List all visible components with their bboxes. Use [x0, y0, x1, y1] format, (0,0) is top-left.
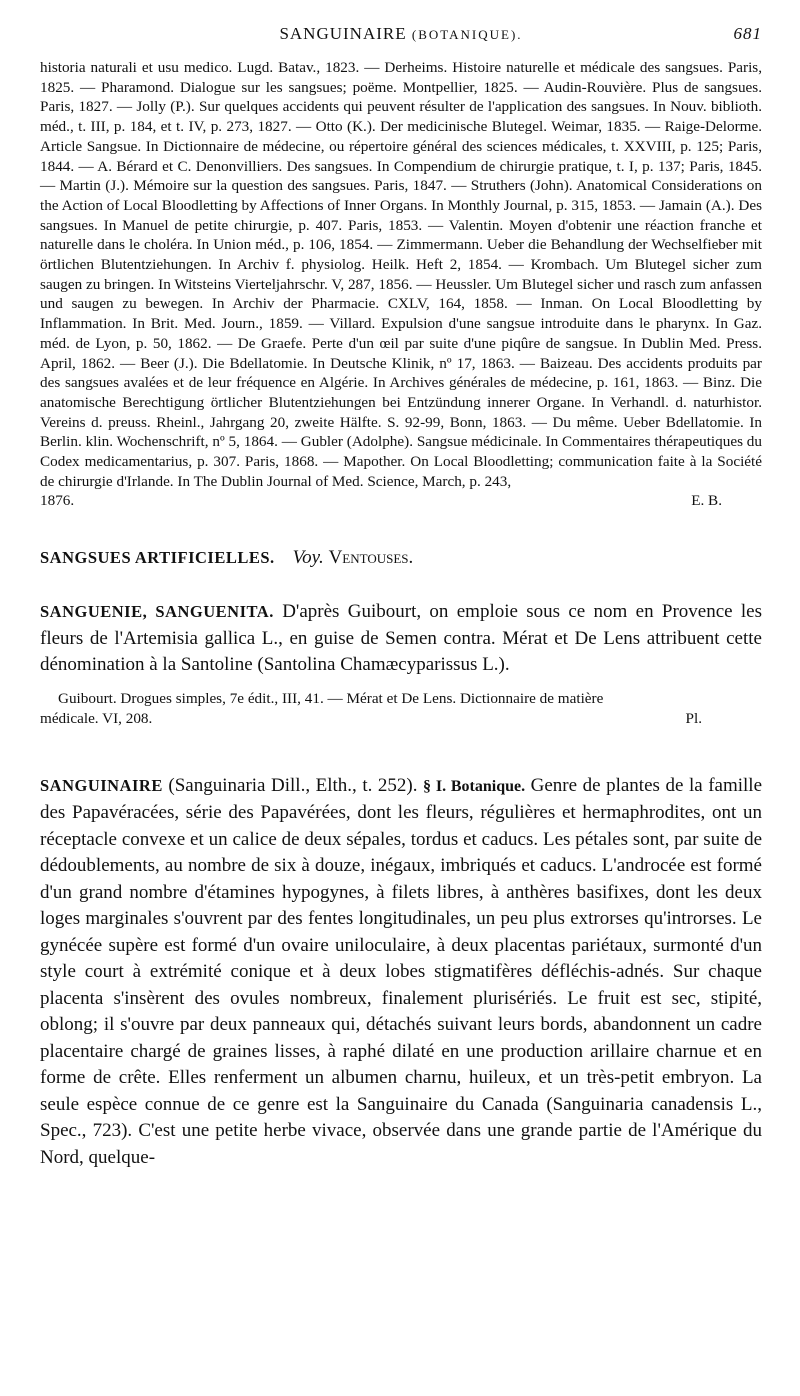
entry-text: D'après Guibourt, on emploie sous ce nom en Provence les fleurs de l'Artemisia gallica L., en guise de Semen contra. Mérat et De Lens attribuent cette dénomination à la Santoline (Santolina Chamæcyparissus L.).	[40, 601, 763, 676]
page-number: 681	[733, 24, 762, 43]
bibliography-block	[40, 58, 762, 511]
entry-headword: SANGUINAIRE	[40, 775, 163, 795]
entry-text: Genre de plantes de la famille des Papavéracées, série des Papavérées, dont les fleurs, régulières et hermaphrodites, ont un réceptacle convexe et un calice de deux sépales, tordus et caducs. Les pétales sont, par suite de dédoublements, au nombre de six à douze, inégaux, imbriqués et caducs. L'androcée est formé d'un grand nombre d'étamines hypogynes, à filets libres, à anthères basifixes, dont les deux loges marginales s'ouvrent par des fentes longitudinales, un peu plus extrorses qu'introrses. Le gynécée supère est formé d'un ovaire uniloculaire, à deux placentas pariétaux, surmonté d'un style court à extrémité conique et à deux lobes stigmatifères défléchis-adnés. Sur chaque placenta s'insèrent des ovules nombreux, finalement plurisériés. Le fruit est sec, stipité, oblong; il s'ouvre par deux panneaux qui, détachés suivant leurs bords, abandonnent un cadre placentaire chargé de graines lisses, à raphé dilaté en une production arillaire charnue et en forme de crête. Elles renferment un albumen charnu, huileux, et un très-petit embryon. La seule espèce connue de ce genre est la Sanguinaire du Canada (Sanguinaria canadensis L., Spec., 723). C'est une petite herbe vivace, observée dans une grande partie de l'Amérique du Nord, quelque-	[40, 774, 763, 1168]
entry-sangsues-artificielles	[40, 547, 762, 569]
entry-sanguenie	[40, 599, 762, 729]
entry-references-end: médicale. VI, 208.	[40, 709, 153, 727]
entry-citation: (Sanguinaria Dill., Elth., t. 252).	[168, 774, 418, 796]
running-subtitle: (BOTANIQUE).	[411, 27, 523, 42]
running-title: SANGUINAIRE	[279, 24, 407, 43]
section-heading: § I. Botanique.	[423, 777, 526, 795]
author-signature: E. B.	[691, 492, 722, 510]
entry-headword: SANGUENIE, SANGUENITA.	[40, 602, 274, 622]
running-head	[40, 24, 762, 50]
bibliography-last-line: 1876.	[40, 492, 75, 510]
bibliography-text: historia naturali et usu medico. Lugd. Batav., 1823. — Derheims. Histoire naturelle et médicale des sangsues. Paris, 1825. — Pharamond. Dialogue sur les sangsues; poëme. Montpellier, 1825. — Audin-Rouvière. Plus de sangsues. Paris, 1827. — Jolly (P.). Sur quelques accidents qui peuvent résulter de l'application des sangsues. In Nouv. biblioth. méd., t. III, p. 184, et t. IV, p. 273, 1827. — Otto (K.). Der medicinische Blutegel. Weimar, 1835. — Raige-Delorme. Article Sangsue. In Dictionnaire de médecine, ou répertoire général des sciences médicales, t. XXVIII, p. 125; Paris, 1844. — A. Bérard et C. Denonvilliers. Des sangsues. In Compendium de chirurgie pratique, t. I, p. 137; Paris, 1845. — Martin (J.). Mémoire sur la question des sangsues. Paris, 1847. — Struthers (John). Anatomical Considerations on the Action of Local Bloodletting by Affections of Inner Organs. In Monthly Journal, p. 315, 1853. — Jamain (A.). Des sangsues. In Manuel de petite chirurgie, p. 407. Paris, 1853. — Valentin. Moyen d'obtenir une réaction franche et naturelle dans le choléra. In Union méd., p. 106, 1854. — Zimmermann. Ueber die Behandlung der Wechselfieber mit örtlichen Blutentziehungen. In Archiv f. physiolog. Heilk. Heft 2, 1854. — Krombach. Um Blutegel sicher zum saugen zu bringen. In Witsteins Vierteljahrschr. V, 287, 1856. — Heussler. Um Blutegel sicher und rasch zum anfassen und saugen zu bewegen. In Archiv der Pharmacie. CXLV, 164, 1858. — Inman. On Local Bloodletting by Inflammation. In Brit. Med. Journ., 1859. — Villard. Expulsion d'une sangsue introduite dans le pharynx. In Gaz. méd. de Lyon, p. 50, 1862. — De Graefe. Perte d'un œil par suite d'une piqûre de sangsue. In Dublin Med. Press. April, 1862. — Beer (J.). Die Bdellatomie. In Deutsche Klinik, nº 17, 1863. — Baizeau. Des accidents produits par des sangsues avalées et de leur fréquence en Algérie. In Archives générales de médecine, p. 161, 1863. — Binz. Die anatomische Berechtigung örtlicher Blutentziehungen bei Entzündung innerer Organe. In Verhandl. d. naturhistor. Vereins d. preuss. Rheinl., Jahrgang 20, zweite Hälfte. S. 92-99, Bonn, 1863. — Du même. Ueber Bdellatomie. In Berlin. klin. Wochenschrift, nº 5, 1864. — Gubler (Adolphe). Sangsue médicinale. In Commentaires thérapeutiques du Codex medicamentarius, p. 307. Paris, 1868. — Mapother. On Local Bloodletting; communication faite à la Société de chirurgie d'Irlande. In The Dublin Journal of Med. Science, March, p. 243,	[40, 59, 762, 490]
entry-sanguinaire	[40, 773, 762, 1172]
see-reference: Voy.	[292, 547, 324, 569]
entry-headword: SANGSUES ARTIFICIELLES.	[40, 548, 275, 568]
entry-references: Guibourt. Drogues simples, 7e édit., III, 41. — Mérat et De Lens. Dictionnaire de matière	[58, 689, 604, 707]
author-signature: Pl.	[685, 709, 702, 727]
document-page	[40, 24, 762, 1384]
cross-reference: Ventouses.	[328, 547, 414, 569]
